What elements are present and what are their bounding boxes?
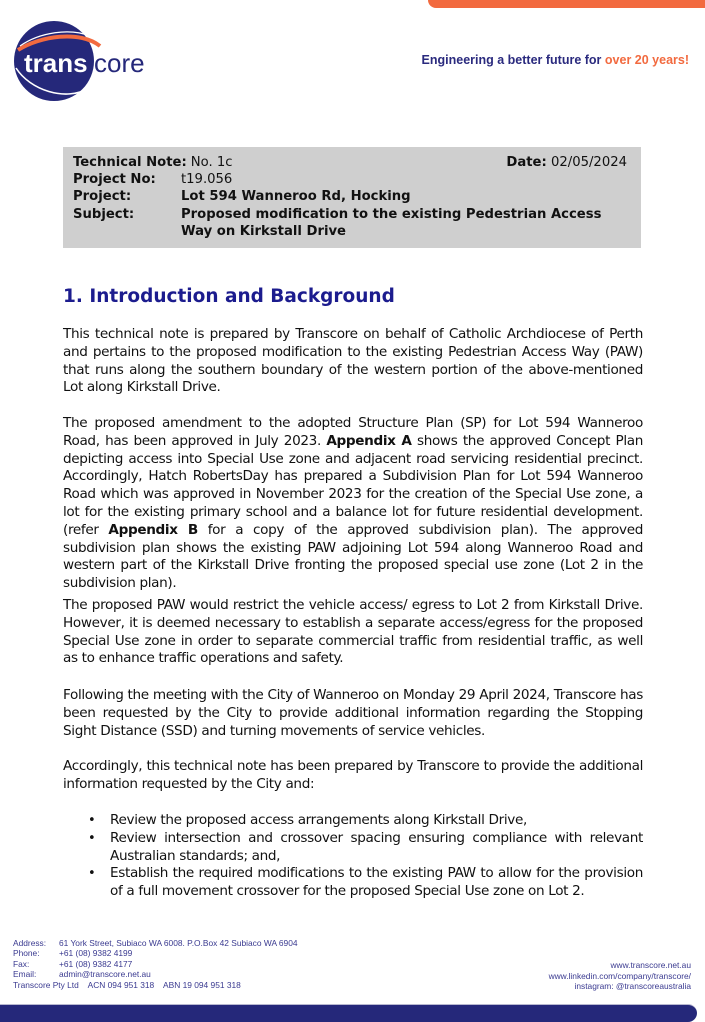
requirements-list <box>63 812 643 901</box>
svg-text:trans: trans <box>24 48 88 78</box>
technical-note-box <box>63 147 641 248</box>
list-item-text: Establish the required modifications to the existing PAW to allow for the provision of a full movement crossover for the proposed Special Use zone on Lot 2. <box>110 865 643 900</box>
date-label: Date: <box>506 155 547 170</box>
appendix-a-ref: Appendix A <box>326 432 412 449</box>
list-item <box>63 812 643 830</box>
instagram-link[interactable]: instagram: @transcoreaustralia <box>574 981 691 992</box>
appendix-b-ref: Appendix B <box>108 521 198 538</box>
p2-text-e: for a copy of the approved subdivision plan). The approved subdivision plan shows the existing PAW adjoining Lot 594 along Wanneroo Road and western part of the Kirkstall Drive fronting the proposed special use zone (Lot 2 in the subdivision plan). <box>63 521 643 592</box>
fax-label: Fax: <box>13 958 30 969</box>
footer-fax-row <box>13 959 298 969</box>
phone-value: +61 (08) 9382 4199 <box>59 948 133 959</box>
list-item-text: Review intersection and crossover spacing ensuring compliance with relevant Australian standards; and, <box>110 829 643 864</box>
paragraph-meeting: Following the meeting with the City of Wanneroo on Monday 29 April 2024, Transcore has been requested by the City to provide additional information regarding the Stopping Sight Distance (SSD) and turning movements of service vehicles. <box>63 687 643 739</box>
paragraph-intro: This technical note is prepared by Transcore on behalf of Catholic Archdiocese of Perth and pertains to the proposed modification to the existing Pedestrian Access Way (PAW) that runs along the southern boundary of the western portion of the above-mentioned Lot along Kirkstall Drive. <box>63 326 643 396</box>
email-label: Email: <box>13 969 37 980</box>
project-row <box>73 188 629 205</box>
list-item-text: Review the proposed access arrangements along Kirkstall Drive, <box>110 812 527 828</box>
footer-company-row <box>13 980 298 990</box>
project-value: Lot 594 Wanneroo Rd, Hocking <box>181 189 411 205</box>
paragraph-accordingly: Accordingly, this technical note has been prepared by Transcore to provide the additional information requested by the City and: <box>63 758 643 792</box>
date-field <box>506 154 627 171</box>
list-item <box>63 830 643 866</box>
p2-text-c: shows the approved Concept Plan depicting access into Special Use zone and adjacent road servicing residential precinct. Accordingly, Hatch RobertsDay has prepared a Subdivision Plan for Lot 594 Wanneroo Road which was approved in November 2023 for the creation of the Special Use zone, a lot for the existing primary school and a balance lot for future residential development. (refer <box>63 432 643 538</box>
phone-label: Phone: <box>13 948 40 959</box>
svg-text:core: core <box>94 48 145 78</box>
footer-links <box>549 960 691 992</box>
footer-address-row <box>13 938 298 948</box>
project-no-label: Project No: <box>73 172 156 188</box>
address-label: Address: <box>13 938 47 948</box>
website-link[interactable]: www.transcore.net.au <box>610 960 691 970</box>
bullet-icon: • <box>88 866 96 882</box>
email-link[interactable]: admin@transcore.net.au <box>59 969 151 980</box>
list-item <box>63 865 643 901</box>
project-label: Project: <box>73 189 132 205</box>
subject-value: Proposed modification to the existing Pedestrian Access Way on Kirkstall Drive <box>181 206 602 239</box>
bottom-accent-bar <box>0 1004 697 1022</box>
paragraph-structure-plan <box>63 415 643 593</box>
bullet-icon: • <box>88 830 96 846</box>
subject-label: Subject: <box>73 206 135 222</box>
section-heading: 1. Introduction and Background <box>63 286 395 307</box>
date-value: 02/05/2024 <box>550 155 627 170</box>
tagline-accent: over 20 years! <box>604 53 689 67</box>
footer-email-row <box>13 969 298 979</box>
bullet-icon: • <box>88 813 96 828</box>
technical-note-value: No. 1c <box>190 155 233 170</box>
technical-note-label: Technical Note: <box>73 155 187 170</box>
transcore-logo <box>10 18 170 104</box>
top-accent-bar <box>428 0 705 8</box>
technical-note-row <box>73 154 629 171</box>
footer-phone-row <box>13 948 298 958</box>
fax-value: +61 (08) 9382 4177 <box>59 958 133 969</box>
p2-text-a: The proposed amendment to the adopted Structure Plan (SP) for Lot 594 Wanneroo Road, has been approved in July 2023. <box>63 415 643 449</box>
subject-row <box>73 206 629 240</box>
footer-contact <box>13 938 298 990</box>
logo-globe-icon <box>10 18 170 104</box>
tagline-text: Engineering a better future for <box>421 53 605 67</box>
company-registration: Transcore Pty Ltd ACN 094 951 318 ABN 19 094 951 318 <box>13 979 241 990</box>
project-no-value: t19.056 <box>181 172 233 188</box>
address-value: 61 York Street, Subiaco WA 6008. P.O.Box 42 Subiaco WA 6904 <box>59 938 298 948</box>
linkedin-link[interactable]: www.linkedin.com/company/transcore/ <box>548 970 691 981</box>
project-no-row <box>73 171 629 188</box>
paragraph-paw-restriction: The proposed PAW would restrict the vehicle access/ egress to Lot 2 from Kirkstall Drive. However, it is deemed necessary to establish a separate access/egress for the proposed Special Use zone in order to separate commercial traffic from residential traffic, as well as to enhance traffic operations and safety. <box>63 597 643 667</box>
tagline <box>422 53 689 67</box>
